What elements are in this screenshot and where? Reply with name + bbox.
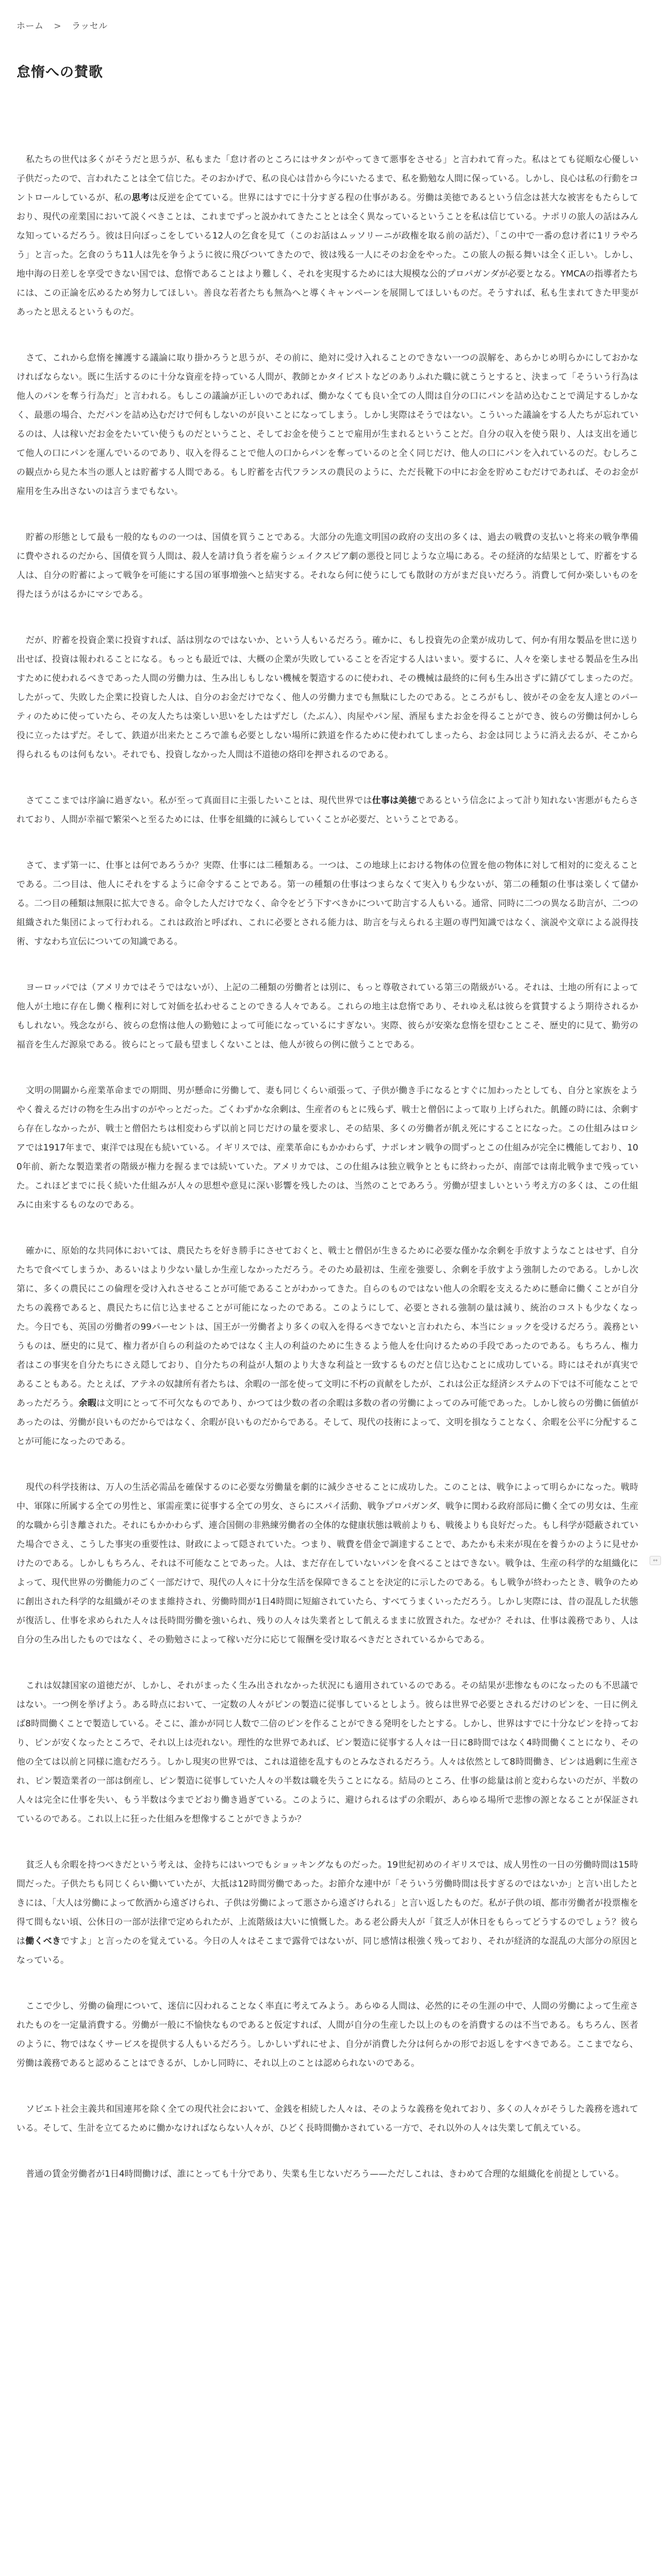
article-paragraph xyxy=(16,1478,638,1650)
paragraph-text: 確かに、原始的な共同体においては、農民たちを好き勝手にさせておくと、戦士と僧侶が生きるために必要な僅かな余剰を手放すようなことはせず、自分たちで食べてしまうか、あるいはより少ない量しか生産しなかっただろう。そのため最初は、生産を強要し、余剰を手放すよう強制したのである。しかし次第に、多くの農民にこの倫理を受け入れさせることが可能であることがわかってきた。自らのものではない他人の余暇を支えるために懸命に働くことが自分たちの義務であると、農民たちに信じ込ませることが可能になったのである。このようにして、必要とされる強制の量は減り、統治のコストも少なくなった。今日でも、英国の労働者の99パーセントは、国王が一労働者より多くの収入を得るべきでないと言われたら、本当にショックを受けるだろう。義務というものは、歴史的に見て、権力者が自らの利益のためではなく主人の利益のために生きるよう他人を仕向けるための手段であったのである。もちろん、権力者はこの事実を自分たちにさえ隠しており、自分たちの利益が人類のより大きな利益と一致するものだと信じ込むことに成功している。時にはそれが真実であることもある。たとえば、アテネの奴隷所有者たちは、余暇の一部を使って文明に不朽の貢献をしたが、これは公正な経済システムの下では不可能なことであっただろう。 xyxy=(16,1246,638,1409)
article-paragraph xyxy=(16,631,638,765)
paragraph-text: これは奴隷国家の道徳だが、しかし、それがまったく生み出されなかった状況にも適用されているのである。その結果が悲惨なものになったのも不思議ではない。一つ例を挙げよう。ある時点において、一定数の人々がピンの製造に従事しているとしよう。彼らは世界で必要とされるだけのピンを、一日に例えば8時間働くことで製造している。そこに、誰かが同じ人数で二倍のピンを作ることができる発明をしたとする。しかし、世界はすでに十分なピンを持っており、ピンが安くなったところで、それ以上は売れない。理性的な世界であれば、ピン製造に従事する人々は一日に8時間ではなく4時間働くことになり、その他の全ては以前と同様に進むだろう。しかし現実の世界では、これは道徳を乱すものとみなされるだろう。人々は依然として8時間働き、ピンは過剰に生産され、ピン製造業者の一部は倒産し、ピン製造に従事していた人々の半数は職を失うことになる。結局のところ、仕事の総量は前と変わらないのだが、半数の人々は完全に仕事を失い、もう半数は今までどおり働き過ぎている。このように、避けられるはずの余暇が、あらゆる場所で悲惨の源となることが保証されているのである。これ以上に狂った仕組みを想像することができようか？ xyxy=(16,1681,638,1824)
paragraph-text: さてここまでは序論に過ぎない。私が至って真面目に主張したいことは、現代世界では xyxy=(26,795,372,806)
paragraph-text: は文明にとって不可欠なものであり、かつては少数の者の余暇は多数の者の労働によってのみ可能であった。しかし彼らの労働に価値があったのは、労働が良いものだからではなく、余暇が良いものだからである。そして、現代の技術によって、文明を損なうことなく、余暇を公平に分配することが可能になったのである。 xyxy=(16,1398,638,1447)
paragraph-text: ですよ」と言ったのを覚えている。今日の人々はそこまで露骨ではないが、同じ感情は根強く残っており、それが経済的な混乱の大部分の原因となっている。 xyxy=(16,1936,639,1965)
paragraph-text: 貯蓄の形態として最も一般的なものの一つは、国債を買うことである。大部分の先進文明国の政府の支出の多くは、過去の戦費の支払いと将来の戦争準備に費やされるのだから、国債を買う人間は、殺人を請け負う者を雇うシェイクスピア劇の悪役と同じような立場にある。その経済的な結果として、貯蓄をする人は、自分の貯蓄によって戦争を可能にする国の軍事増強へと結実する。それなら何に使うにしても散財の方がまだ良いだろう。消費して何か楽しいものを得たほうがはるかにマシである。 xyxy=(16,532,638,600)
article-body xyxy=(16,150,638,2211)
paragraph-text: 貧乏人も余暇を持つべきだという考えは、金持ちにはいつでもショッキングなものだった。19世紀初めのイギリスでは、成人男性の一日の労働時間は15時間だった。子供たちも同じくらい働いていたが、大抵は12時間労働であった。お節介な連中が「そういう労働時間は長すぎるのではないか」と言い出したときには、「大人は労働によって飲酒から遠ざけられ、子供は労働によって悪さから遠ざけられる」と言い返したものだ。私が子供の頃、都市労働者が投票権を得て間もない頃、公休日の一部が法律で定められたが、上流階級は大いに憤慨した。ある老公爵夫人が「貧乏人が休日をもらってどうするのでしょう？彼らは xyxy=(16,1860,638,1946)
paragraph-text: 文明の開闢から産業革命までの期間、男が懸命に労働して、妻も同じくらい頑張って、子供が働き手になるとすぐに加わったとしても、自分と家族をようやく養えるだけの物を生み出すのがやっとだった。ごくわずかな余剰は、生産者のもとに残らず、戦士と僧侶によって取り上げられた。飢饉の時には、余剰すら存在しなかったが、戦士と僧侶たちは相変わらず以前と同じだけの量を要求し、その結果、多くの労働者が飢え死にすることになった。この仕組みはロシアでは1917年まで、東洋では現在も続いている。イギリスでは、産業革命にもかかわらず、ナポレオン戦争の間ずっとこの仕組みが完全に機能しており、100年前、新たな製造業者の階級が権力を握るまでは続いていた。アメリカでは、この仕組みは独立戦争とともに終わったが、南部では南北戦争まで残っていた。これほどまでに長く続いた仕組みが人々の思想や意見に深い影響を残したのは、当然のことであろう。労働が望ましいという考え方の多くは、この仕組みに由来するものなのである。 xyxy=(16,1086,638,1210)
emphasis-text: 思考 xyxy=(131,193,150,203)
article-paragraph xyxy=(16,978,638,1055)
article-paragraph xyxy=(16,2165,638,2184)
paragraph-text: 私たちの世代は多くがそうだと思うが、私もまた「怠け者のところにはサタンがやってきて悪事をさせる」と言われて育った。私はとても従順な心優しい子供だったので、言われたことは全て信じた。そのおかげで、私の良心は昔から今にいたるまで、私を勤勉な人間に保っている。しかし、良心は私の行動をコントロールしているが、私の xyxy=(16,155,638,203)
paragraph-text: ここで少し、労働の倫理について、迷信に囚われることなく率直に考えてみよう。あらゆる人間は、必然的にその生涯の中で、人間の労働によって生産されたものを一定量消費する。労働が一般に不愉快なものであると仮定すれば、人間が自分の生産した以上のものを消費するのは不当である。もちろん、医者のように、物ではなくサービスを提供する人もいるだろう。しかしいずれにせよ、自分が消費した分は何らかの形でお返しをすべきである。ここまでなら、労働は義務であると認めることはできるが、しかし同時に、それ以上のことは認められないのである。 xyxy=(16,2001,638,2069)
paragraph-text: ヨーロッパでは（アメリカではそうではないが）、上記の二種類の労働者とは別に、もっと尊敬されている第三の階級がいる。それは、土地の所有によって他人が土地に存在し働く権利に対して対価を払わせることのできる人々である。これらの地主は怠惰であり、それゆえ私は彼らを賞賛するよう期待されるかもしれない。残念ながら、彼らの怠惰は他人の勤勉によって可能になっているにすぎない。実際、彼らが安楽な怠惰を望むことこそ、歴史的に見て、勤労の福音を生んだ源泉である。彼らにとって最も望ましくないことは、他人が彼らの例に倣うことである。 xyxy=(16,982,638,1050)
scroll-arrows-icon[interactable]: ↔ xyxy=(650,1556,661,1565)
article-paragraph xyxy=(16,1997,638,2073)
article-paragraph xyxy=(16,528,638,604)
paragraph-text: ソビエト社会主義共和国連邦を除く全ての現代社会において、金銭を相続した人々は、そのような義務を免れており、多くの人々がそうした義務を逃れている。そして、生計を立てるために働かなければならない人々が、ひどく長時間働かされている一方で、それ以外の人々は失業して飢えている。 xyxy=(16,2104,638,2133)
article-paragraph xyxy=(16,1676,638,1829)
emphasis-text: 余暇 xyxy=(78,1398,97,1409)
article-paragraph xyxy=(16,856,638,952)
page-title: 怠惰への賛歌 xyxy=(16,64,103,80)
paragraph-text: 普通の賃金労働者が1日4時間働けば、誰にとっても十分であり、失業も生じないだろう——ただしこれは、きわめて合理的な組織化を前提としている。 xyxy=(26,2169,624,2179)
breadcrumb xyxy=(16,19,108,31)
breadcrumb-separator: > xyxy=(54,21,62,31)
paragraph-text: さて、まず第一に、仕事とは何であろうか？実際、仕事には二種類ある。一つは、この地球上における物体の位置を他の物体に対して相対的に変えることである。二つ目は、他人にそれをするように命令することである。第一の種類の仕事はつまらなくて実入りも少ないが、第二の種類の仕事は楽しくて儲かる。二つ目の種類は無限に拡大できる。命令した人だけでなく、命令をどう下すべきかについて助言する人もいる。通常、同時に二つの異なる助言が、二つの組織された集団によって行われる。これは政治と呼ばれ、これに必要とされる能力は、助言を与えられる主題の専門知識ではなく、演説や文章による説得技術、すなわち宣伝についての知識である。 xyxy=(16,860,638,947)
emphasis-text: 働くべき xyxy=(25,1936,61,1946)
paragraph-text: は反逆を企てている。世界にはすでに十分すぎる程の仕事がある。労働は美徳であるという信念は甚大な被害をもたらしており、現代の産業国において説くべきことは、これまでずっと説かれてきたこととは全く異なっているということを私は信じている。ナポリの旅人の話はみんな知っているだろう。彼は日向ぼっこをしている12人の乞食を見て（このお話はムッソリーニが政権を取る前の話だ）、「この中で一番の怠け者に1リラやろう」と言った。乞食のうち11人は先を争うように彼に飛びついてきたので、彼は残る一人にそのお金をやった。この旅人の振る舞いは全く正しい。しかし、地中海の日差しを享受できない国では、怠惰であることはより難しく、それを実現するためには大規模な公的プロパガンダが必要となる。YMCAの指導者たちには、この正論を広めるため努力してほしい。善良な若者たちも無為へと導くキャンペーンを展開してほしいものだ。そうすれば、私も生まれてきた甲斐があったと思えるというものだ。 xyxy=(16,193,638,317)
article-paragraph xyxy=(16,1081,638,1215)
article-paragraph xyxy=(16,1242,638,1451)
article-paragraph xyxy=(16,1856,638,1970)
article-paragraph xyxy=(16,349,638,501)
breadcrumb-current-link[interactable]: ラッセル xyxy=(72,21,108,31)
paragraph-text: であるという信念によって計り知れない害悪がもたらされており、人間が幸福で繁栄へと至るためには、仕事を組織的に減らしていくことが必要だ、ということである。 xyxy=(16,795,639,825)
article-paragraph xyxy=(16,791,638,829)
article-paragraph xyxy=(16,150,638,322)
breadcrumb-home-link[interactable]: ホーム xyxy=(16,21,44,31)
article-paragraph xyxy=(16,2100,638,2138)
emphasis-text: 仕事は美徳 xyxy=(372,795,417,806)
paragraph-text: 現代の科学技術は、万人の生活必需品を確保するのに必要な労働量を劇的に減少させることに成功した。このことは、戦争によって明らかになった。戦時中、軍隊に所属する全ての男性と、軍需産業に従事する全ての男女、さらにスパイ活動、戦争プロパガンダ、戦争に関わる政府部局に働く全ての男女は、生産的な職から引き離された。それにもかかわらず、連合国側の非熟練労働者の全体的な健康状態は戦前よりも、戦後よりも良好だった。もし科学が隠蔽されていた場合でさえ、こうした事実の重要性は、財政によって隠されていた。つまり、戦費を借金で調達することで、あたかも未来が現在を養うかのように見せかけたのである。しかしもちろん、それは不可能なことであった。人は、まだ存在していないパンを食べることはできない。戦争は、生産の科学的な組織化によって、現代世界の労働能力のごく一部だけで、現代の人々に十分な生活を保障できることを決定的に示したのである。もし戦争が終わったとき、戦争のために創出された科学的な組織がそのまま維持され、労働時間が1日4時間に短縮されていたら、すべてうまくいっただろう。しかし実際には、昔の混乱した状態が復活し、仕事を求められた人々は長時間労働を強いられ、残りの人々は失業者として飢えるままに放置された。なぜか？それは、仕事は義務であり、人は自分の生み出したものではなく、その勤勉さによって稼いだ分に応じて報酬を受け取るべきだとされているからである。 xyxy=(16,1482,639,1645)
paragraph-text: さて、これから怠惰を擁護する議論に取り掛かろうと思うが、その前に、絶対に受け入れることのできない一つの誤解を、あらかじめ明らかにしておかなければならない。既に生活するのに十分な資産を持っている人間が、教師とかタイピストなどのありふれた職に就こうとすると、決まって「そういう行為は他人のパンを奪う行為だ」と言われる。もしこの議論が正しいのであれば、働かなくても良い全ての人間は自分の口にパンを詰め込むことで満足するしかなく、最悪の場合、ただパンを詰め込むだけで何もしないのが良いことになってしまう。しかし実際はそうではない。こういった議論をする人たちが忘れているのは、人は稼いだお金をたいてい使うものだということ、そしてお金を使うことで雇用が生まれるということだ。自分の収入を使う限り、人は支出を通じて他人の口にパンを運んでいるのであり、収入を得ることで他人の口からパンを奪っているのと全く同じだけ、他人の口にパンを入れているのだ。むしろこの観点から見た本当の悪人とは貯蓄する人間である。もし貯蓄を古代フランスの農民のように、ただ長靴下の中にお金を貯めこむだけであれば、そのお金が雇用を生み出さないのは言うまでもない。 xyxy=(16,353,638,497)
paragraph-text: だが、貯蓄を投資企業に投資すれば、話は別なのではないか、という人もいるだろう。確かに、もし投資先の企業が成功して、何か有用な製品を世に送り出せば、投資は報われることになる。もっとも最近では、大概の企業が失敗していることを否定する人はいまい。要するに、人々を楽しませる製品を生み出すために使われるべきであった人間の労働力は、生み出しもしない機械を製造するのに使われ、その機械は最終的に何も生み出さずに錆びてしまったのだ。したがって、失敗した企業に投資した人は、自分のお金だけでなく、他人の労働力までも無駄にしたのである。ところがもし、彼がその金を友人達とのパーティのために使っていたら、その友人たちは楽しい思いをしたはずだし（たぶん）、肉屋やパン屋、酒屋もまたお金を得ることができ、彼らの労働は何かしら役に立ったはずだ。そして、鉄道が出来たところで誰も必要としない場所に鉄道を作るために使われてしまったら、お金は同じように消え去るが、そこから得られるものは何もない。それでも、投資しなかった人間は不道徳の烙印を押されるのである。 xyxy=(16,635,638,760)
